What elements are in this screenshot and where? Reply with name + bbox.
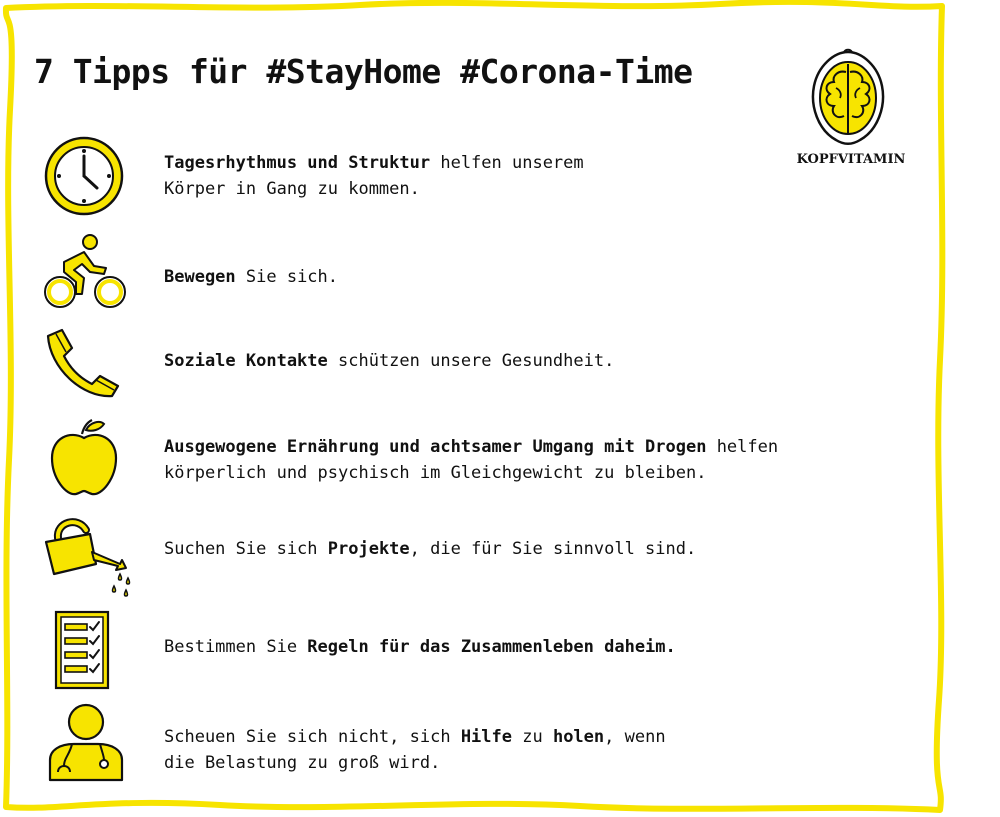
- tip-item: [0, 418, 940, 498]
- tip-item: [0, 512, 940, 604]
- tip-text: [164, 348, 614, 374]
- watering-can-icon: [38, 512, 134, 604]
- tip-text: [164, 634, 676, 660]
- cyclist-icon: [42, 232, 128, 312]
- tip-bold-text: Projekte: [327, 539, 410, 559]
- tip-item: [0, 608, 940, 692]
- tip-regular-text: , wenn: [604, 727, 666, 747]
- tip-bold-text: Hilfe: [460, 727, 512, 747]
- brand-name: KOPFVITAMIN: [796, 152, 906, 167]
- tip-regular-text: Sie sich.: [235, 267, 339, 287]
- tip-regular-text: schützen unsere Gesundheit.: [327, 351, 615, 371]
- tip-bold-text: holen: [552, 727, 605, 747]
- tip-text: [164, 150, 584, 202]
- tip-regular-text: Scheuen Sie sich nicht, sich: [164, 727, 461, 747]
- tip-bold-text: Bewegen: [164, 267, 236, 287]
- tip-regular-text: helfen unserem: [430, 153, 584, 173]
- tip-bold-text: Regeln für das Zusammenleben daheim.: [307, 637, 676, 657]
- doctor-icon: [44, 702, 128, 782]
- tip-regular-text: helfen: [706, 437, 779, 457]
- tip-text: [164, 724, 666, 776]
- tip-item: [0, 702, 940, 788]
- tip-regular-text: die Belastung zu groß wird.: [164, 753, 441, 773]
- checklist-icon: [54, 610, 110, 690]
- tip-regular-text: Bestimmen Sie: [164, 637, 308, 657]
- tip-regular-text: körperlich und psychisch im Gleichgewicht zu bleiben.: [164, 463, 707, 483]
- tip-item: [0, 326, 940, 406]
- tip-text: [164, 264, 338, 290]
- tip-item: [0, 138, 940, 218]
- tip-bold-text: Soziale Kontakte: [164, 351, 328, 371]
- tip-regular-text: , die für Sie sinnvoll sind.: [409, 539, 697, 559]
- tip-regular-text: Suchen Sie sich: [164, 539, 328, 559]
- tip-text: [164, 434, 778, 486]
- tip-bold-text: Ausgewogene Ernährung und achtsamer Umgang mit Drogen: [164, 437, 707, 457]
- tip-text: [164, 536, 696, 562]
- tip-bold-text: Tagesrhythmus und Struktur: [164, 153, 431, 173]
- clock-icon: [42, 134, 126, 218]
- page-title: 7 Tipps für #StayHome #Corona-Time: [34, 52, 693, 91]
- phone-icon: [42, 328, 126, 398]
- tip-regular-text: Körper in Gang zu kommen.: [164, 179, 420, 199]
- tip-item: [0, 230, 940, 314]
- apple-icon: [46, 418, 122, 498]
- tip-regular-text: zu: [512, 727, 553, 747]
- lemon-brain-icon: [806, 48, 890, 148]
